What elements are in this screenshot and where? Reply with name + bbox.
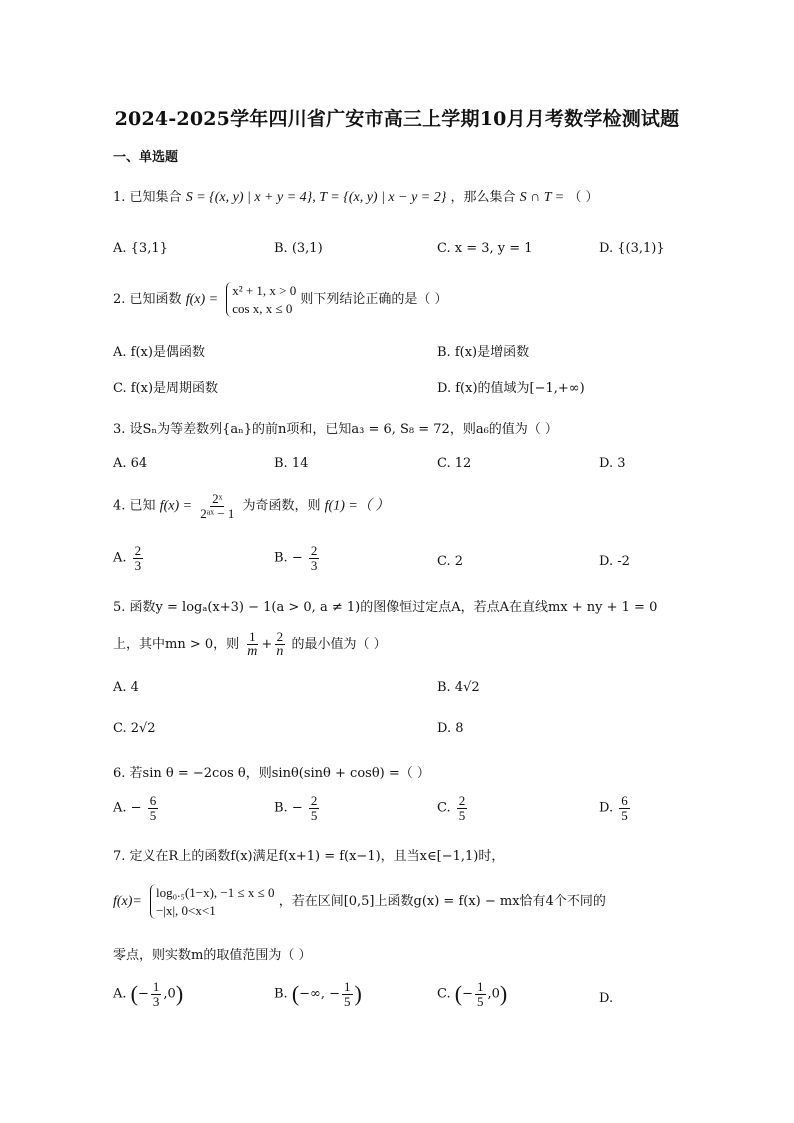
- q4-option-a-fraction: [133, 544, 144, 572]
- q6-d-den: 5: [621, 807, 628, 823]
- q6-c-num: 2: [458, 793, 466, 808]
- q5-option-a: A. 4: [113, 680, 139, 695]
- q4-option-a-label: A.: [113, 550, 127, 566]
- q5-line2-suffix: 的最小值为（ ）: [291, 637, 387, 653]
- q3-option-a: A. 64: [113, 456, 148, 471]
- q4-option-b-fraction: [309, 544, 320, 572]
- q7-line2-suffix: ，若在区间[0,5]上函数g(x) = f(x) − mx恰有4个不同的: [278, 894, 606, 910]
- q3-option-c: C. 12: [437, 456, 472, 471]
- question-7-line-3: 零点，则实数m的取值范围为（ ）: [113, 948, 312, 963]
- q1-set-def: S = {(x, y) | x + y = 4}, T = {(x, y) | x − y = 2}: [185, 190, 447, 205]
- q2-case-2: cos x, x ≤ 0: [232, 300, 293, 316]
- q4-tail: f(1) =（ ）: [324, 498, 390, 514]
- q4-option-a-den: 3: [134, 557, 142, 573]
- q1-blank: （ ）: [568, 190, 599, 205]
- question-3: 3. 设Sₙ为等差数列{aₙ}的前n项和，已知a₃ = 6, S₈ = 72，则a₆的值为（ ）: [113, 422, 558, 437]
- q7-option-a-label: A.: [113, 986, 127, 1002]
- question-1: [113, 186, 599, 206]
- q2-option-d: D. f(x)的值域为[−1,+∞): [437, 381, 585, 396]
- q2-option-a: A. f(x)是偶函数: [113, 345, 205, 360]
- q5-option-d: D. 8: [437, 721, 464, 736]
- q5-f2-den: n: [276, 643, 284, 659]
- q5-plus: +: [261, 637, 273, 653]
- q1-intersection: S ∩ T =: [519, 190, 565, 205]
- q4-option-b-den: 3: [310, 557, 318, 573]
- q2-suffix: 则下列结论正确的是（ ）: [300, 292, 448, 308]
- q5-fraction-1: [245, 630, 259, 659]
- question-7-line-1: 7. 定义在R上的函数f(x)满足f(x+1) = f(x−1)，且当x∈[−1,1)时，: [113, 849, 505, 864]
- q6-option-a: [113, 794, 160, 822]
- q4-fraction: [198, 492, 236, 520]
- q4-option-b-label: B. −: [274, 550, 303, 566]
- q2-piecewise: [226, 282, 296, 317]
- question-2: [113, 282, 448, 317]
- q7-fx: f(x)=: [113, 894, 142, 910]
- q6-option-b-label: B. −: [274, 800, 303, 816]
- q4-numerator: 2ˣ: [212, 491, 223, 506]
- q6-option-a-label: A. −: [113, 800, 142, 816]
- q7-option-d: D.: [599, 991, 614, 1006]
- question-4: [113, 492, 389, 520]
- q7-option-c-fraction: [475, 980, 486, 1008]
- q5-line2-prefix: 上，其中mn > 0，则: [113, 637, 240, 653]
- q7-a-den: 3: [152, 993, 160, 1009]
- q6-d-num: 6: [621, 793, 628, 808]
- q7-option-a: A. (− $\frac{1}{3}$ ,0): [113, 979, 184, 1009]
- q7-c-num: 1: [477, 979, 484, 994]
- q7-case-2: −|x|, 0<x<1: [156, 902, 216, 918]
- q5-f1-num: 1: [249, 629, 256, 644]
- q7-option-b-fraction: [342, 980, 353, 1008]
- q5-option-c: C. 2√2: [113, 721, 156, 736]
- q1-option-a: A. {3,1}: [113, 241, 168, 256]
- q6-option-d-label: D.: [599, 800, 614, 816]
- q7-b-den: 5: [344, 993, 351, 1009]
- q7-c-den: 5: [477, 993, 484, 1009]
- q4-option-d: D. -2: [599, 554, 630, 569]
- q6-c-den: 5: [458, 807, 466, 823]
- q1-option-c: C. x = 3, y = 1: [437, 241, 533, 256]
- q6-b-num: 2: [310, 793, 318, 808]
- q4-denominator: 2ᵃˣ − 1: [200, 505, 235, 521]
- q3-option-b: B. 14: [274, 456, 309, 471]
- q2-fx: f(x) =: [185, 292, 219, 308]
- q4-suffix: 为奇函数，则: [242, 498, 321, 514]
- q7-option-a-fraction: [151, 980, 162, 1008]
- question-7-line-2: [113, 884, 606, 919]
- q6-a-den: 5: [149, 807, 157, 823]
- q6-option-a-fraction: [148, 794, 159, 822]
- q3-option-d: D. 3: [599, 456, 626, 471]
- q5-fraction-2: [274, 630, 285, 659]
- q6-option-b: [274, 794, 321, 822]
- q2-option-b: B. f(x)是增函数: [437, 345, 530, 360]
- page-title: 2024-2025学年四川省广安市高三上学期10月月考数学检测试题: [114, 108, 680, 130]
- q6-option-c-fraction: [457, 794, 468, 822]
- q4-option-b-num: 2: [310, 543, 318, 558]
- q7-option-b: B. (−∞, − $\frac{1}{5}$ ): [274, 979, 362, 1009]
- q5-option-b: B. 4√2: [437, 680, 480, 695]
- q1-option-d: D. {(3,1)}: [599, 241, 665, 256]
- q2-option-c: C. f(x)是周期函数: [113, 381, 219, 396]
- q4-fx: f(x) =: [159, 498, 193, 514]
- q6-option-d: [599, 794, 632, 822]
- q6-option-c: [437, 794, 469, 822]
- q1-suffix: ，那么集合: [450, 190, 516, 205]
- q7-option-b-label: B.: [274, 986, 288, 1002]
- q7-a-num: 1: [152, 979, 160, 994]
- q4-option-c: C. 2: [437, 554, 464, 569]
- q7-b-num: 1: [344, 979, 351, 994]
- q6-option-d-fraction: [619, 794, 630, 822]
- q6-a-num: 6: [149, 793, 157, 808]
- section-heading: 一、单选题: [113, 150, 179, 165]
- q4-option-b: [274, 544, 321, 572]
- q5-f2-num: 2: [276, 629, 284, 644]
- q1-option-b: B. (3,1): [274, 241, 323, 256]
- q4-option-a: [113, 544, 145, 572]
- question-6: 6. 若sin θ = −2cos θ，则sinθ(sinθ + cosθ) =（ ）: [113, 766, 430, 781]
- q7-option-c: C. (− $\frac{1}{5}$ ,0): [437, 979, 508, 1009]
- question-5-line-2: [113, 630, 387, 659]
- question-5-line-1: 5. 函数y = logₐ(x+3) − 1(a > 0, a ≠ 1)的图像恒过定点A，若点A在直线mx + ny + 1 = 0: [113, 600, 658, 615]
- q2-prefix: 2. 已知函数: [113, 292, 182, 308]
- q6-b-den: 5: [310, 807, 318, 823]
- q2-case-1: x² + 1, x > 0: [232, 283, 297, 298]
- q7-option-c-label: C.: [437, 986, 451, 1002]
- q7-case-1: log₀.₅(1−x), −1 ≤ x ≤ 0: [156, 885, 275, 900]
- q7-piecewise: [150, 884, 275, 919]
- q5-f1-den: m: [247, 643, 258, 659]
- q4-prefix: 4. 已知: [113, 498, 156, 514]
- q6-option-b-fraction: [309, 794, 320, 822]
- q6-option-c-label: C.: [437, 800, 451, 816]
- q1-prefix: 1. 已知集合: [113, 190, 182, 205]
- q4-option-a-num: 2: [134, 543, 142, 558]
